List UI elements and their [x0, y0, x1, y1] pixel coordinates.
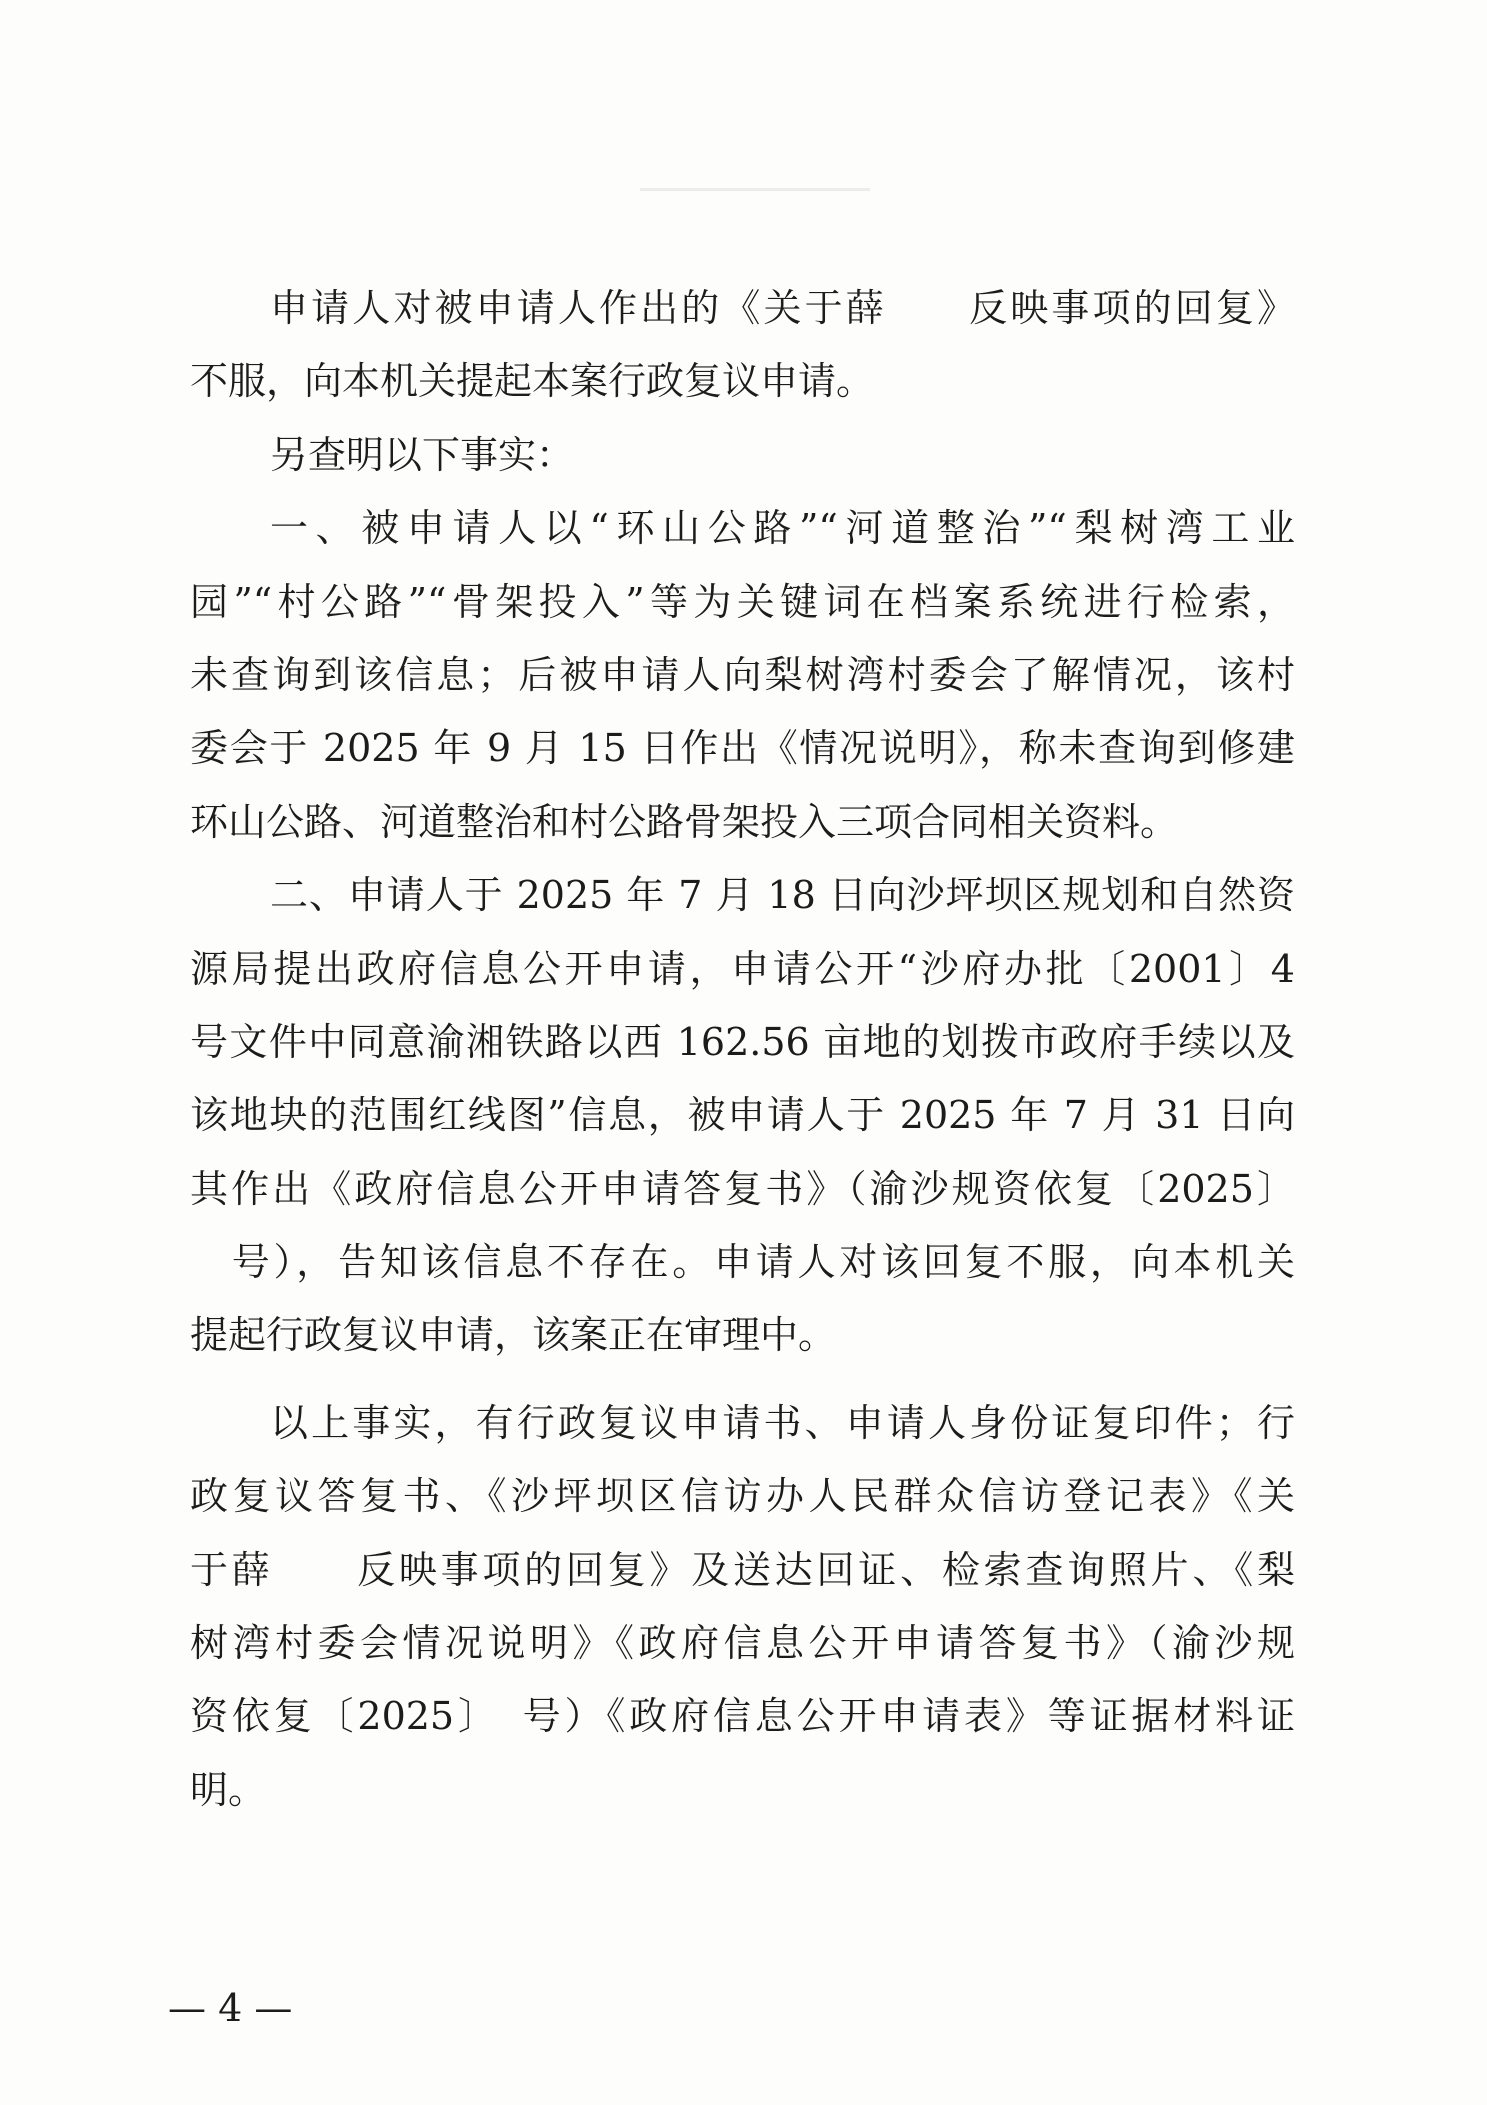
paragraph-3-line-4: 委会于 2025 年 9 月 15 日作出《情况说明》，称未查询到修建	[190, 726, 1295, 771]
paragraph-5-line-5: 资依复〔2025〕 号）《政府信息公开申请表》等证据材料证	[190, 1694, 1295, 1739]
paragraph-5-line-6: 明。	[190, 1767, 267, 1812]
paragraph-4-line-7: 提起行政复议申请，该案正在审理中。	[190, 1313, 837, 1358]
paragraph-4-line-3: 号文件中同意渝湘铁路以西 162.56 亩地的划拨市政府手续以及	[190, 1019, 1295, 1064]
paragraph-4-line-6: 号），告知该信息不存在。申请人对该回复不服，向本机关	[190, 1240, 1295, 1285]
paragraph-3-line-3: 未查询到该信息；后被申请人向梨树湾村委会了解情况，该村	[190, 652, 1295, 697]
page-number: — 4 —	[168, 1986, 293, 2030]
paragraph-4-line-2: 源局提出政府信息公开申请，申请公开“沙府办批〔2001〕4	[190, 946, 1295, 991]
paragraph-5-line-2: 政复议答复书、《沙坪坝区信访办人民群众信访登记表》《关	[190, 1474, 1295, 1519]
paragraph-4-line-5: 其作出《政府信息公开申请答复书》（渝沙规资依复〔2025〕	[190, 1166, 1295, 1211]
scan-artifact	[640, 188, 870, 191]
paragraph-4-line-1: 二、申请人于 2025 年 7 月 18 日向沙坪坝区规划和自然资	[270, 873, 1295, 918]
paragraph-1-line-1: 申请人对被申请人作出的《关于薛 反映事项的回复》	[270, 286, 1295, 330]
document-body	[190, 272, 1295, 1827]
paragraph-5-line-3: 于薛 反映事项的回复》及送达回证、检索查询照片、《梨	[190, 1547, 1295, 1592]
paragraph-3-line-5: 环山公路、河道整治和村公路骨架投入三项合同相关资料。	[190, 799, 1179, 844]
paragraph-2-line-1: 另查明以下事实：	[270, 432, 575, 477]
paragraph-5-line-1: 以上事实，有行政复议申请书、申请人身份证复印件；行	[270, 1400, 1295, 1445]
paragraph-4-line-4: 该地块的范围红线图”信息，被申请人于 2025 年 7 月 31 日向	[190, 1093, 1295, 1138]
paragraph-3-line-2: 园”“村公路”“骨架投入”等为关键词在档案系统进行检索，	[190, 579, 1295, 624]
paragraph-5-line-4: 树湾村委会情况说明》《政府信息公开申请答复书》（渝沙规	[190, 1621, 1295, 1666]
paragraph-gap	[190, 1373, 1295, 1387]
paragraph-3-line-1: 一、被申请人以“环山公路”“河道整治”“梨树湾工业	[270, 506, 1295, 551]
paragraph-1-line-2: 不服，向本机关提起本案行政复议申请。	[190, 359, 875, 404]
